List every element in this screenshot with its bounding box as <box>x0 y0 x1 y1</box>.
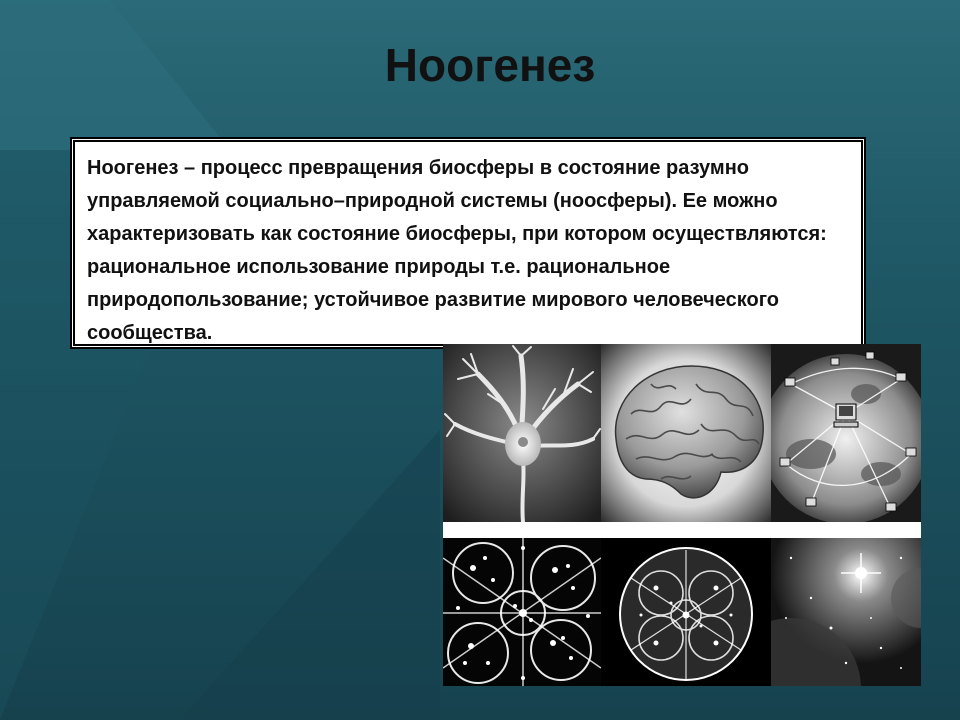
computer-network-image <box>771 344 921 522</box>
neuron-image <box>443 344 601 522</box>
starfield-image <box>771 538 921 686</box>
image-collage <box>443 344 921 686</box>
definition-text: Ноогенез – процесс превращения биосферы в состояние разумно управляемой социально–природной системы (ноосферы). Ее можно характеризовать как состояние биосферы, при котором осуществляются: рациональное использование природы т.е. рациональное природопользование; устойчивое развитие мирового человеческого сообщества. <box>87 157 827 344</box>
slide-title: Ноогенез <box>384 39 596 91</box>
fractal-image <box>443 538 601 686</box>
brain-image <box>601 344 771 522</box>
fractal-sphere-image <box>601 538 771 686</box>
definition-box <box>73 140 863 346</box>
